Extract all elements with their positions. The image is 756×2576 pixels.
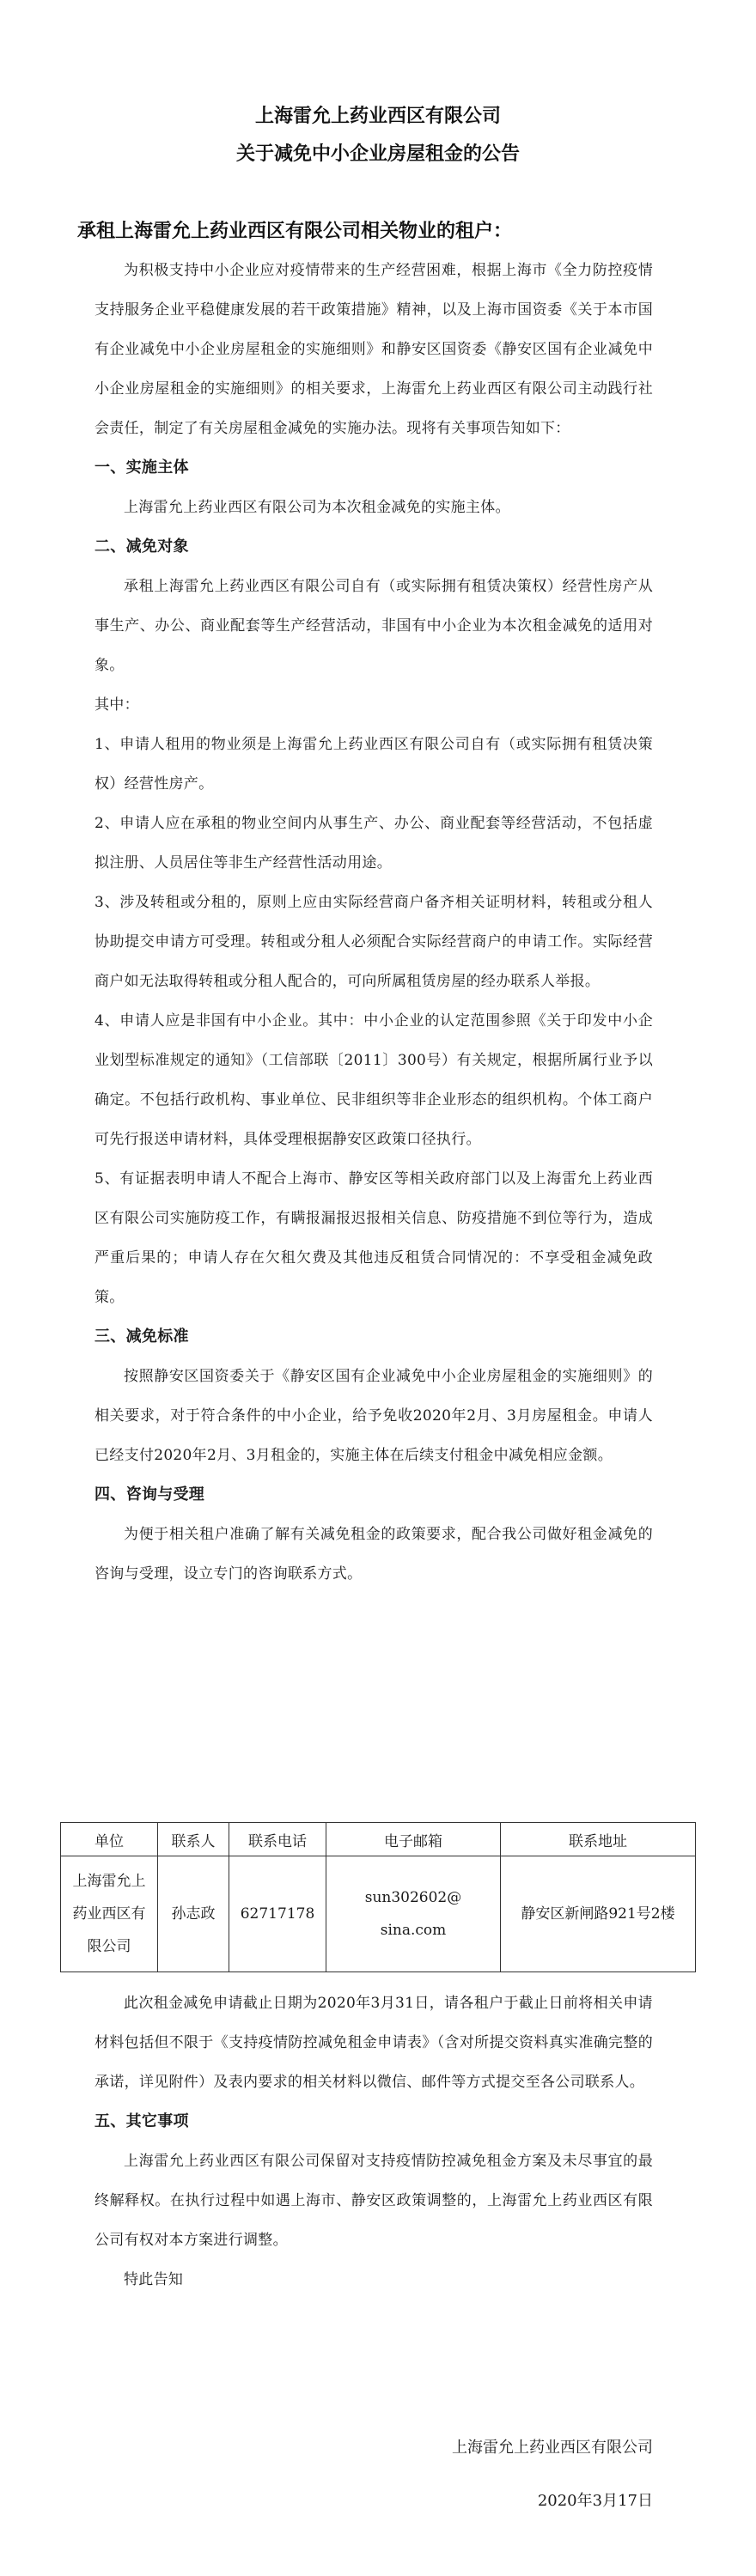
condition-item-5: 5、有证据表明申请人不配合上海市、静安区等相关政府部门以及上海雷允上药业西区有限公司实施防疫工作，有瞒报漏报迟报相关信息、防疫措施不到位等行为，造成严重后果的；申请人存在欠租欠费及其他违反租赁合同情况的：不享受租金减免政策。 — [94, 1170, 653, 1306]
condition-item-3: 3、涉及转租或分租的，原则上应由实际经营商户备齐相关证明材料，转租或分租人协助提交申请方可受理。转租或分租人必须配合实际经营商户的申请工作。实际经营商户如无法取得转租或分租人配合的，可向所属租赁房屋的经办联系人举报。 — [94, 894, 653, 990]
section-text-consult: 为便于相关租户准确了解有关减免租金的政策要求，配合我公司做好租金减免的咨询与受理，设立专门的咨询联系方式。 — [94, 1526, 653, 1583]
section-heading-target: 二、减免对象 — [94, 538, 189, 556]
header-address: 联系地址 — [501, 1823, 696, 1856]
among-label: 其中： — [94, 696, 139, 714]
condition-item-2: 2、申请人应在承租的物业空间内从事生产、办公、商业配套等经营活动，不包括虚拟注册、人员居住等非生产经营性活动用途。 — [94, 815, 653, 872]
section-text-target: 承租上海雷允上药业西区有限公司自有（或实际拥有租赁决策权）经营性房产从事生产、办公、商业配套等生产经营活动，非国有中小企业为本次租金减免的适用对象。 — [94, 578, 653, 674]
title-company: 上海雷允上药业西区有限公司 — [254, 106, 501, 127]
header-unit: 单位 — [61, 1823, 158, 1856]
header-phone: 联系电话 — [229, 1823, 326, 1856]
section-text-other: 上海雷允上药业西区有限公司保留对支持疫情防控减免租金方案及未尽事宜的最终解释权。在执行过程中如遇上海市、静安区政策调整的，上海雷允上药业西区有限公司有权对本方案进行调整。 — [94, 2153, 653, 2249]
deadline-paragraph: 此次租金减免申请截止日期为2020年3月31日，请各租户于截止日前将相关申请材料包括但不限于《支持疫情防控减免租金申请表》（含对所提交资料真实准确完整的承诺，详见附件）及表内要求的相关材料以微信、邮件等方式提交至各公司联系人。 — [94, 1995, 653, 2091]
header-email: 电子邮箱 — [326, 1823, 501, 1856]
section-heading-consult: 四、咨询与受理 — [94, 1485, 205, 1504]
notice-body-end — [94, 1984, 653, 2300]
section-text-standard: 按照静安区国资委关于《静安区国有企业减免中小企业房屋租金的实施细则》的相关要求，对于符合条件的中小企业，给予免收2020年2月、3月房屋租金。申请人已经支付2020年2月、3月租金的，实施主体在后续支付租金中减免相应金额。 — [94, 1368, 653, 1464]
signature-org: 上海雷允上药业西区有限公司 — [452, 2439, 653, 2457]
table-row — [61, 1856, 696, 1972]
section-heading-other: 五、其它事项 — [94, 2112, 189, 2130]
section-text-subject: 上海雷允上药业西区有限公司为本次租金减免的实施主体。 — [124, 499, 510, 516]
addressee: 承租上海雷允上药业西区有限公司相关物业的租户： — [77, 221, 513, 242]
cell-address: 静安区新闸路921号2楼 — [501, 1856, 696, 1972]
cell-unit: 上海雷允上药业西区有限公司 — [61, 1856, 158, 1972]
intro-paragraph: 为积极支持中小企业应对疫情带来的生产经营困难，根据上海市《全力防控疫情支持服务企业平稳健康发展的若干政策措施》精神，以及上海市国资委《关于本市国有企业减免中小企业房屋租金的实施细则》和静安区国资委《静安区国有企业减免中小企业房屋租金的实施细则》的相关要求，上海雷允上药业西区有限公司主动践行社会责任，制定了有关房屋租金减免的实施办法。现将有关事项告知如下： — [94, 262, 653, 437]
cell-phone: 62717178 — [229, 1856, 326, 1972]
cell-email: sun302602@ sina.com — [326, 1856, 501, 1972]
contact-table-header-row — [61, 1823, 696, 1856]
condition-item-1: 1、申请人租用的物业须是上海雷允上药业西区有限公司自有（或实际拥有租赁决策权）经营性房产。 — [94, 736, 653, 793]
cell-contact-person: 孙志政 — [158, 1856, 229, 1972]
notice-body-main — [94, 251, 653, 1594]
section-heading-subject: 一、实施主体 — [94, 459, 189, 477]
closing-text: 特此告知 — [124, 2271, 184, 2288]
section-heading-standard: 三、减免标准 — [94, 1327, 189, 1346]
signature-date: 2020年3月17日 — [537, 2492, 653, 2510]
header-contact-person: 联系人 — [158, 1823, 229, 1856]
contact-table — [60, 1822, 696, 1972]
title-notice: 关于减免中小企业房屋租金的公告 — [235, 143, 520, 165]
condition-item-4: 4、申请人应是非国有中小企业。其中：中小企业的认定范围参照《关于印发中小企业划型标准规定的通知》（工信部联〔2011〕300号）有关规定，根据所属行业予以确定。不包括行政机构、事业单位、民非组织等非企业形态的组织机构。个体工商户可先行报送申请材料，具体受理根据静安区政策口径执行。 — [94, 1012, 653, 1148]
